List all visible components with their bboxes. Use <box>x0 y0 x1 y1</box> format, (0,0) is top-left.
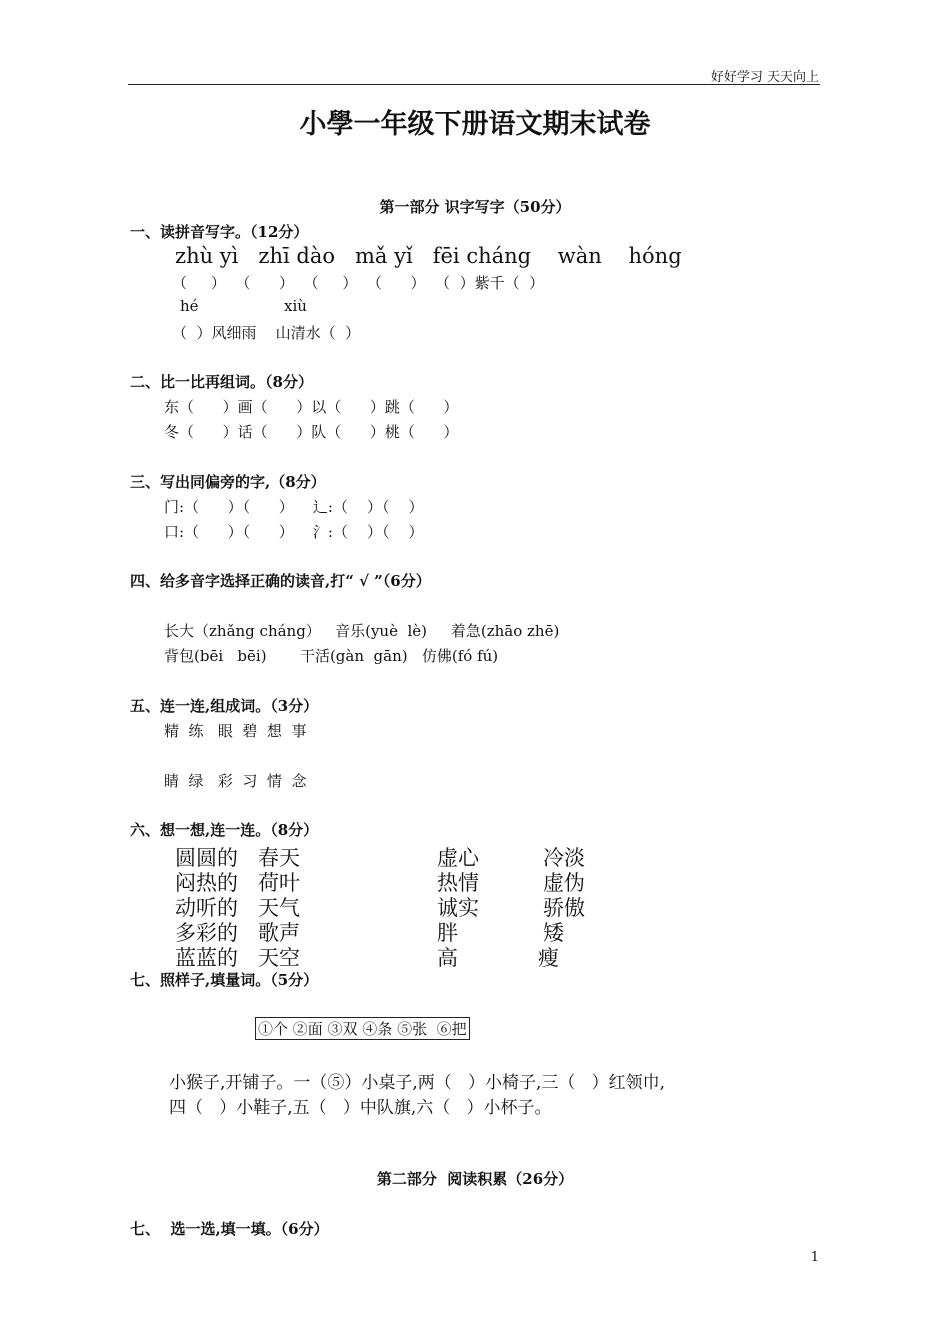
section4-row1: 长大（zhǎng cháng） 音乐(yuè lè) 着急(zhāo zhē) <box>164 622 560 640</box>
section1-pinyin-line: zhù yì zhī dào mǎ yǐ fēi cháng wàn hóng <box>175 244 682 268</box>
antonym-left-item: 胖 <box>437 921 458 945</box>
match-left-item: 动听的 <box>175 896 238 920</box>
antonym-left-item: 诚实 <box>437 896 479 920</box>
antonym-right-item: 虚伪 <box>543 871 585 895</box>
section5-row2: 睛 绿 彩 习 情 念 <box>164 772 307 790</box>
section7-sentence2: 四（ ）小鞋子,五（ ）中队旗,六（ ）小杯子。 <box>169 1098 552 1118</box>
antonym-right-item: 骄傲 <box>543 896 585 920</box>
section3-row2: 口:（ ）（ ） 氵:（ ）（ ） <box>164 523 424 541</box>
section1-blanks-line: （ ） （ ） （ ） （ ） （ ）紫千（ ） <box>172 274 545 292</box>
section2-row1: 东（ ）画（ ）以（ ）跳（ ） <box>164 398 459 416</box>
section5-heading: 五、连一连,组成词。（3分） <box>130 697 319 715</box>
page-number: 1 <box>810 1250 819 1265</box>
section4-row2: 背包(bēi bēi) 干活(gàn gān) 仿佛(fó fú) <box>164 647 499 665</box>
antonym-left-item: 高 <box>437 946 458 970</box>
section8-heading: 七、 选一选,填一填。（6分） <box>130 1220 329 1238</box>
match-left-item: 圆圆的 <box>175 846 238 870</box>
part2-heading: 第二部分 阅读积累（26分） <box>376 1170 574 1188</box>
antonym-right-item: 矮 <box>543 921 564 945</box>
match-left-item: 闷热的 <box>175 871 238 895</box>
section7-sentence1: 小猴子,开铺子。一（⑤）小桌子,两（ ）小椅子,三（ ）红领巾, <box>169 1073 666 1093</box>
section7-heading: 七、照样子,填量词。（5分） <box>130 971 319 989</box>
section6-heading: 六、想一想,连一连。（8分） <box>130 821 319 839</box>
antonym-right-item: 冷淡 <box>543 846 585 870</box>
match-right-item: 荷叶 <box>258 871 300 895</box>
section1-heading: 一、读拼音写字。（12分） <box>130 223 309 241</box>
section1-pinyin-he: hé <box>180 297 199 315</box>
section3-heading: 三、写出同偏旁的字,（8分） <box>130 473 326 491</box>
match-right-item: 春天 <box>258 846 300 870</box>
match-left-item: 多彩的 <box>175 921 238 945</box>
match-right-item: 天空 <box>258 946 300 970</box>
match-right-item: 天气 <box>258 896 300 920</box>
section3-row1: 门:（ ）（ ） 辶:（ ）（ ） <box>164 498 424 516</box>
antonym-left-item: 虚心 <box>437 846 479 870</box>
match-right-item: 歌声 <box>258 921 300 945</box>
section4-heading: 四、给多音字选择正确的读音,打“ √ ”（6分） <box>130 572 431 590</box>
document-title: 小學一年级下册语文期末试卷 <box>299 109 651 140</box>
section2-heading: 二、比一比再组词。（8分） <box>130 373 313 391</box>
section5-row1: 精 练 眼 碧 想 事 <box>164 722 307 740</box>
section2-row2: 冬（ ）话（ ）队（ ）桃（ ） <box>164 423 459 441</box>
header-rule <box>128 84 820 85</box>
match-left-item: 蓝蓝的 <box>175 946 238 970</box>
antonym-left-item: 热情 <box>437 871 479 895</box>
section1-pinyin-xiu: xiù <box>284 297 307 315</box>
page-header-text: 好好学习 天天向上 <box>710 70 819 85</box>
measure-word-options-box: ①个 ②面 ③双 ④条 ⑤张 ⑥把 <box>255 1017 470 1040</box>
part1-heading: 第一部分 识字写字（50分） <box>379 198 571 216</box>
antonym-right-item: 瘦 <box>538 946 559 970</box>
section1-idiom-line: （ ）风细雨 山清水（ ） <box>172 324 361 342</box>
